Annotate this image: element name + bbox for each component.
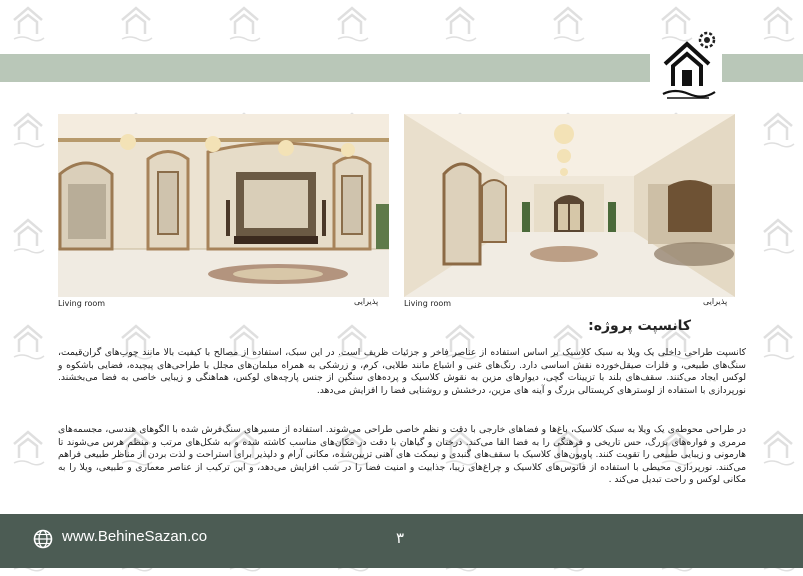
header-band bbox=[0, 54, 650, 82]
photo-1-caption-fa: پذیرایی bbox=[354, 297, 379, 306]
concept-paragraph-1: کانسپت طراحی داخلی یک ویلا به سبک کلاسیک بر اساس استفاده از عناصر فاخر و جزئیات ظریف است. در این سبک، استفاده از مصالح با کیفیت بالا مانند چوب‌های گران‌قیمت، سنگ‌های طبیعی، و فلزات صیقل‌خورده نقش اساسی دارد. رنگ‌های غنی و اشباع مانند طلایی، کرم، و زرشکی به همراه مبلمان‌های مجلل با طراحی‌های پیچیده، فضایی باشکوه و لوکس ایجاد می‌کنند. سقف‌های بلند با تزیینات گچی، دیوارهای مزین به نقوش کلاسیک و پرده‌های سنگین از جنس پارچه‌های لوکس، هماهنگی و زیبایی خاصی به فضا می‌بخشند. نورپردازی با استفاده از لوسترهای کریستالی بزرگ و آینه های مزین، درخشش و روشنایی فضا را افزایش می‌دهد. bbox=[58, 347, 746, 396]
watermark-mark bbox=[118, 2, 154, 42]
living-room-photo-1 bbox=[58, 114, 389, 297]
company-logo bbox=[655, 30, 721, 102]
watermark-mark bbox=[760, 426, 796, 466]
website-link[interactable]: www.BehineSazan.co bbox=[62, 528, 208, 545]
watermark-mark bbox=[550, 2, 586, 42]
concept-heading: کانسپت پروژه: bbox=[588, 318, 691, 334]
watermark-mark bbox=[10, 214, 46, 254]
watermark-mark bbox=[760, 214, 796, 254]
concept-paragraph-2: در طراحی محوطه‌ی یک ویلا به سبک کلاسیک، باغ‌ها و فضاهای خارجی با دقت و نظم خاصی طراحی می‌شوند. استفاده از مسیرهای سنگ‌فرش شده با الگوهای هندسی، مجسمه‌های مرمری و فواره‌های بزرگ، حس تاریخی و فرهنگی را به فضا القا می‌کند. درختان و گیاهان با دقت در مکان‌های مناسب کاشته شده و به شکل‌های مرتب و منظم هرس می‌شوند تا هارمونی و زیبایی طبیعی را تقویت کنند. پاویون‌های کلاسیک با سقف‌های گنبدی و نیمکت های آهنی تزیین‌شده، مکانی آرام و دلپذیر برای استراحت و لذت بردن از مناظر طبیعی فراهم می‌کنند. نورپردازی محیطی با استفاده از فانوس‌های کلاسیک و چراغ‌های زیبا، جذابیت و امنیت فضا را در شب افزایش می‌دهد، و این ترکیب از عناصر معماری و طبیعی، ویلا را به مکانی لوکس و راحت تبدیل می‌کند . bbox=[58, 424, 746, 486]
living-room-photo-2 bbox=[404, 114, 735, 297]
photo-2-caption-fa: پذیرایی bbox=[703, 297, 728, 306]
photo-1-caption-en: Living room bbox=[58, 299, 106, 308]
watermark-mark bbox=[760, 2, 796, 42]
watermark-mark bbox=[226, 2, 262, 42]
watermark-mark bbox=[10, 320, 46, 360]
globe-icon bbox=[33, 529, 53, 549]
header-band-right bbox=[722, 54, 803, 82]
watermark-mark bbox=[10, 426, 46, 466]
watermark-mark bbox=[760, 320, 796, 360]
watermark-mark bbox=[334, 2, 370, 42]
photo-2-caption-en: Living room bbox=[404, 299, 452, 308]
watermark-mark bbox=[760, 108, 796, 148]
watermark-mark bbox=[10, 2, 46, 42]
watermark-mark bbox=[442, 2, 478, 42]
page-number: ۳ bbox=[396, 529, 405, 547]
watermark-mark bbox=[10, 108, 46, 148]
